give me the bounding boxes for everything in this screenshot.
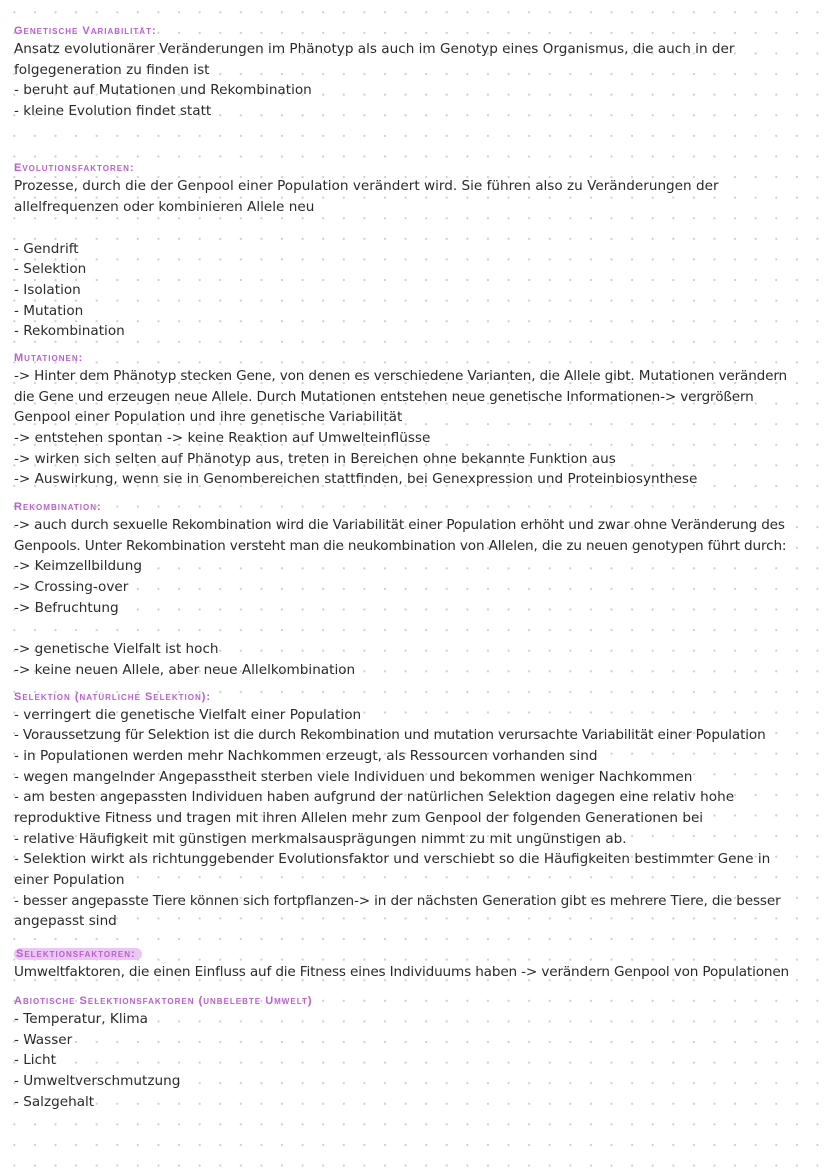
list-item: -> genetische Vielfalt ist hoch	[14, 641, 219, 658]
text-line: -> auch durch sexuelle Rekombination wird die Variabilität einer Population erhöht und zwar ohne Veränderung des	[14, 517, 785, 534]
text-line: die Gene und erzeugen neue Allele. Durch Mutationen entstehen neue genetische Informationen-> vergrößern	[14, 388, 754, 405]
list-item: - Temperatur, Klima	[14, 1010, 148, 1027]
list-item: -> Auswirkung, wenn sie in Genombereichen stattfinden, bei Genexpression und Proteinbiosynthese	[14, 471, 698, 488]
list-item: - Selektion wirkt als richtunggebender Evolutionsfaktor und verschiebt so die Häufigkeiten bestimmter Gene in	[14, 851, 771, 868]
text-line: angepasst sind	[14, 913, 117, 930]
list-item: - Umweltverschmutzung	[14, 1072, 181, 1089]
list-item: -> Keimzellbildung	[14, 558, 142, 575]
list-item: -> entstehen spontan -> keine Reaktion auf Umwelteinflüsse	[14, 430, 431, 446]
list-item: -> Crossing-over	[14, 579, 129, 596]
heading-selektionsfaktoren	[14, 946, 820, 962]
heading-rekombination: Rekombination:	[14, 501, 102, 514]
heading-genetische-variabilitaet: Genetische Variabilität:	[14, 25, 157, 37]
list-item: -> Befruchtung	[14, 599, 119, 616]
list-item: - Rekombination	[14, 323, 125, 340]
list-item: - Licht	[14, 1052, 56, 1069]
list-item: - Selektion	[14, 261, 87, 278]
text-line: folgegeneration zu finden ist	[14, 61, 210, 78]
list-item: - wegen mangelnder Angepasstheit sterben viele Individuen und bekommen weniger Nachkommen	[14, 768, 693, 785]
heading-selektion: Selektion (natürliche Selektion):	[14, 690, 212, 703]
heading-selektionsfaktoren-text: Selektionsfaktoren:	[14, 948, 142, 960]
list-item: - Mutation	[14, 302, 84, 319]
text-line: Ansatz evolutionärer Veränderungen im Phänotyp als auch im Genotyp eines Organismus, die auch in der	[14, 41, 735, 57]
text-line: Umweltfaktoren, die einen Einfluss auf die Fitness eines Individuums haben -> verändern Genpool von Populationen	[14, 964, 790, 981]
notes-page	[14, 23, 820, 1112]
text-line: Genpool einer Population und ihre genetische Variabilität	[14, 409, 403, 426]
list-item: -> keine neuen Allele, aber neue Allelkombination	[14, 661, 356, 678]
heading-evolutionsfaktoren: Evolutionsfaktoren:	[14, 162, 135, 175]
text-line: einer Population	[14, 872, 125, 889]
list-item: - relative Häufigkeit mit günstigen merkmalsausprägungen nimmt zu mit ungünstigen ab.	[14, 830, 627, 847]
text-line: Genpools. Unter Rekombination versteht man die neukombination von Allelen, die zu neuen genotypen führt durch:	[14, 537, 787, 554]
text-line: -> Hinter dem Phänotyp stecken Gene, von denen es verschiedene Varianten, die Allele gibt. Mutationen verändern	[14, 367, 788, 384]
text-line: Prozesse, durch die der Genpool einer Population verändert wird. Sie führen also zu Veränderungen der	[14, 178, 719, 195]
list-item: - besser angepasste Tiere können sich fortpflanzen-> in der nächsten Generation gibt es mehrere Tiere, die besser	[14, 892, 781, 909]
list-item: - kleine Evolution findet statt	[14, 103, 212, 120]
list-item: - Voraussetzung für Selektion ist die durch Rekombination und mutation verursachte Variabilität einer Population	[14, 727, 766, 744]
text-line: allelfrequenzen oder kombinieren Allele neu	[14, 199, 315, 216]
list-item: - Gendrift	[14, 240, 79, 257]
list-item: -> wirken sich selten auf Phänotyp aus, treten in Bereichen ohne bekannte Funktion aus	[14, 450, 616, 467]
list-item: - verringert die genetische Vielfalt einer Population	[14, 706, 362, 723]
heading-mutationen: Mutationen:	[14, 351, 84, 364]
list-item: - Salzgehalt	[14, 1093, 95, 1110]
list-item: - Isolation	[14, 281, 81, 298]
list-item: - Wasser	[14, 1031, 73, 1048]
list-item: - am besten angepassten Individuen haben aufgrund der natürlichen Selektion dagegen eine relativ hohe	[14, 789, 735, 806]
heading-abiotische-selektionsfaktoren: Abiotische Selektionsfaktoren (unbelebte Umwelt)	[14, 994, 313, 1007]
list-item: - in Populationen werden mehr Nachkommen erzeugt, als Ressourcen vorhanden sind	[14, 747, 598, 764]
list-item: - beruht auf Mutationen und Rekombination	[14, 82, 312, 99]
text-line: reproduktive Fitness und tragen mit ihren Allelen mehr zum Genpool der folgenden Generationen bei	[14, 810, 704, 826]
